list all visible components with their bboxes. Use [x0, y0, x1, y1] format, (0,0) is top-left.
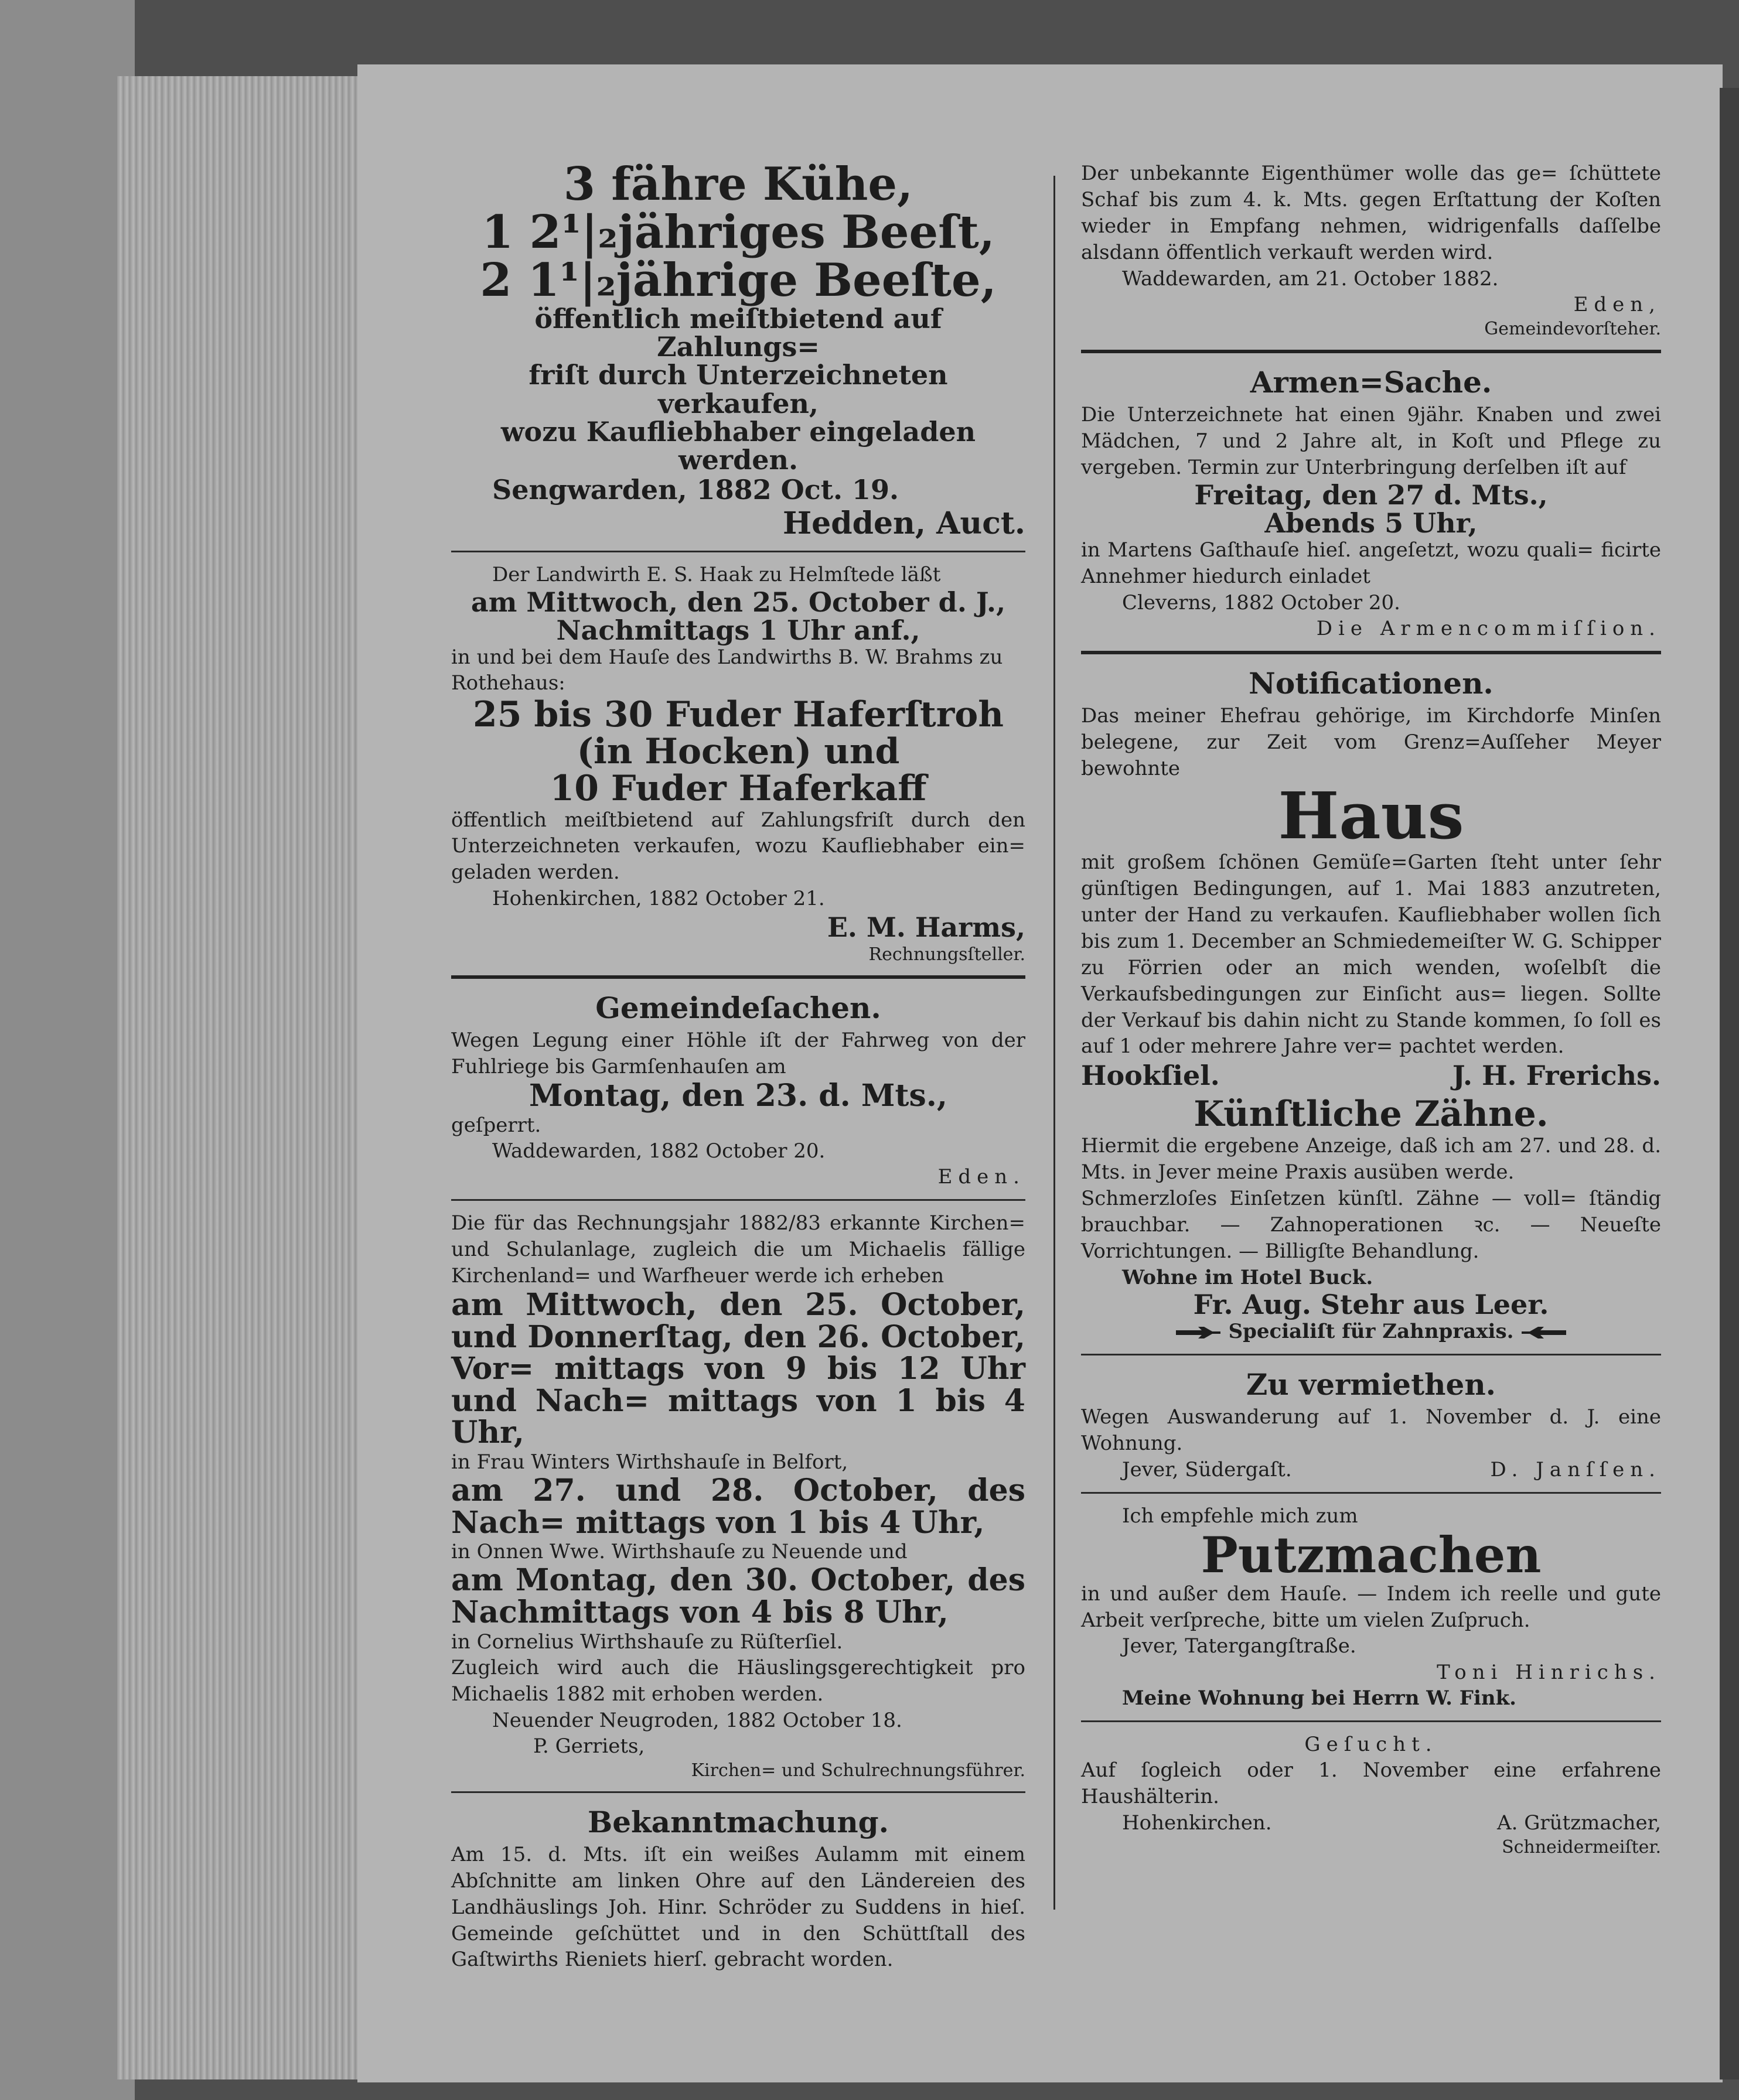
ad-poor-relief-signature: Die Armencommiſſion.	[1316, 617, 1661, 641]
left-column	[451, 158, 1025, 1975]
ad-cows-place: Sengwarden, 1882 Oct. 19.	[492, 474, 899, 506]
ad-straw-date1: am Mittwoch, den 25. October d. J.,	[470, 586, 1006, 618]
ad-church-tax-loc3: in Cornelius Wirthshauſe zu Rüſterſiel.	[451, 1630, 843, 1654]
divider	[1081, 1354, 1661, 1355]
ad-millinery-text: in und außer dem Hauſe. — Indem ich reelle und gute Arbeit verſpreche, bitte um vielen Zuſpruch.	[1081, 1582, 1661, 1632]
book-page-edges	[117, 76, 363, 2079]
ad-wanted-footer	[1081, 1810, 1661, 1836]
ad-poor-relief-place: Cleverns, 1882 October 20.	[1122, 590, 1400, 614]
ad-church-tax-date2: am 27. und 28. October, des Nach= mittags von 1 bis 4 Uhr,	[451, 1473, 1025, 1541]
ad-poor-relief-text: Die Unterzeichnete hat einen 9jähr. Knaben und zwei Mädchen, 7 und 2 Jahre alt, in Koſt und Pflege zu vergeben. Termin zur Unterbringung derſelben iſt auf	[1081, 402, 1661, 479]
ad-church-tax-date3: am Montag, den 30. October, des Nachmittags von 4 bis 8 Uhr,	[451, 1562, 1025, 1631]
ad-municipal-title: Gemeindeſachen.	[595, 991, 881, 1026]
ad-rent-title: Zu vermiethen.	[1246, 1367, 1496, 1402]
ad-teeth	[1081, 1094, 1661, 1347]
ad-sheep-signature: Eden,	[1573, 292, 1661, 316]
ad-church-tax-signature: P. Gerriets,	[533, 1734, 645, 1758]
ad-teeth-text: Hiermit die ergebene Anzeige, daß ich am 27. und 28. d. Mts. in Jever meine Praxis ausüben werde.	[1081, 1134, 1661, 1184]
ad-sheep-cont	[1081, 158, 1661, 343]
ad-sheep-text: Der unbekannte Eigenthümer wolle das ge= ſchüttete Schaf bis zum 4. k. Mts. gegen Erſtattung der Koſten wieder in Empfang nehmen, widrigenfalls daſſelbe alsdann öffentlich verkauft werden wird.	[1081, 162, 1661, 264]
ad-cows-line2: 1 2¹|₂jähriges Beeſt,	[482, 205, 995, 259]
ad-rent	[1081, 1363, 1661, 1485]
ad-wanted-role: Schneidermeiſter.	[1502, 1837, 1661, 1858]
ad-house	[1081, 661, 1661, 1094]
ad-teeth-role: Specialiſt für Zahnpraxis.	[1228, 1320, 1514, 1344]
ad-municipal-signature: Eden.	[937, 1165, 1025, 1189]
ad-house-place: Hookſiel.	[1081, 1060, 1220, 1092]
ad-millinery-big: Putzmachen	[1201, 1525, 1542, 1584]
pointing-hand-right-icon	[1175, 1324, 1222, 1341]
book-right-edge	[1720, 88, 1739, 2079]
ad-house-text2: mit großem ſchönen Gemüſe=Garten ſteht unter ſehr günſtigen Bedingungen, auf 1. Mai 1883 anzutreten, unter der Hand zu verkaufen. Kaufliebhaber wollen ſich bis zum 1. December an Schmiedemeiſter W. G. Schipper zu Förrien oder an mich wenden, woſelbſt die Verkaufsbedingungen zur Einſicht aus= liegen. Sollte der Verkauf bis dahin nicht zu Stande kommen, ſo ſoll es auf 1 oder mehrere Jahre ver= pachtet werden.	[1081, 851, 1661, 1058]
ad-straw-location: in und bei dem Hauſe des Landwirths B. W. Brahms zu Rothehaus:	[451, 646, 1003, 695]
ad-millinery	[1081, 1501, 1661, 1713]
ad-church-tax-loc2: in Onnen Wwe. Wirthshauſe zu Neuende und	[451, 1540, 908, 1564]
ad-municipal-after: geſperrt.	[451, 1113, 541, 1137]
ad-church-tax-text: Die für das Rechnungsjahr 1882/83 erkannte Kirchen= und Schulanlage, zugleich die um Michaelis fällige Kirchenland= und Warfheuer werde ich erheben	[451, 1211, 1025, 1288]
ad-rent-place: Jever, Südergaſt.	[1122, 1458, 1292, 1482]
ad-announcement-text: Am 15. d. Mts. iſt ein weißes Aulamm mit einem Abſchnitte am linken Ohre auf den Ländereien des Landhäuslings Joh. Hinr. Schröder zu Suddens in hieſ. Gemeinde geſchüttet und in den Schüttſtall des Gaſtwirths Rieniets hierſ. gebracht worden.	[451, 1842, 1025, 1972]
ad-house-text: Das meiner Ehefrau gehörige, im Kirchdorfe Minſen belegene, zur Zeit vom Grenz=Auſſeher Meyer bewohnte	[1081, 704, 1661, 780]
ad-house-footer	[1081, 1060, 1661, 1091]
column-divider	[1053, 176, 1055, 1910]
ad-cows-text1: öffentlich meiſtbietend auf Zahlungs=	[534, 302, 942, 363]
ad-teeth-text2: Schmerzloſes Einſetzen künſtl. Zähne — voll= ſtändig brauchbar. — Zahnoperationen ꝛc. — Neueſte Vorrichtungen. — Billigſte Behandlung.	[1081, 1187, 1661, 1263]
ad-millinery-intro: Ich empfehle mich zum	[1122, 1504, 1358, 1528]
ad-house-signature: J. H. Frerichs.	[1452, 1060, 1661, 1092]
ad-municipal-text: Wegen Legung einer Höhle iſt der Fahrweg von der Fuhlriege bis Garmſenhauſen am	[451, 1029, 1025, 1079]
ad-millinery-note: Meine Wohnung bei Herrn W. Fink.	[1122, 1686, 1516, 1710]
ad-straw-item1: 25 bis 30 Fuder Haferſtroh	[473, 694, 1004, 735]
ad-straw	[451, 559, 1025, 968]
ad-millinery-signature: Toni Hinrichs.	[1437, 1660, 1661, 1684]
ad-teeth-title: Künſtliche Zähne.	[1194, 1094, 1549, 1135]
ad-house-title: Notificationen.	[1249, 666, 1494, 701]
ad-cows-text3: wozu Kaufliebhaber eingeladen werden.	[500, 415, 976, 476]
divider	[451, 551, 1025, 552]
ad-poor-relief-title: Armen=Sache.	[1250, 364, 1492, 399]
ad-sheep-place: Waddewarden, am 21. October 1882.	[1122, 267, 1499, 291]
ad-announcement	[451, 1800, 1025, 1975]
ad-teeth-name: Fr. Aug. Stehr aus Leer.	[1193, 1288, 1549, 1320]
background-left	[0, 0, 135, 2100]
ad-straw-intro: Der Landwirth E. S. Haak zu Helmſtede läßt	[492, 563, 941, 587]
right-column	[1081, 158, 1661, 1861]
ad-wanted-signature: A. Grützmacher,	[1497, 1811, 1661, 1835]
ad-cows-line3: 2 1¹|₂jährige Beeſte,	[480, 253, 997, 307]
ad-straw-date2: Nachmittags 1 Uhr anf.,	[556, 614, 920, 646]
ad-poor-relief-date1: Freitag, den 27 d. Mts.,	[1194, 479, 1548, 511]
ad-house-big: Haus	[1278, 777, 1464, 853]
ad-church-tax-date1: am Mittwoch, den 25. October, und Donnerſtag, den 26. October, Vor= mittags von 9 bis 12 Uhr und Nach= mittags von 1 bis 4 Uhr,	[451, 1286, 1025, 1451]
ad-rent-text: Wegen Auswanderung auf 1. November d. J. eine Wohnung.	[1081, 1405, 1661, 1456]
ad-wanted	[1081, 1729, 1661, 1861]
ad-straw-item3: 10 Fuder Haferkaff	[550, 767, 927, 809]
ad-teeth-address: Wohne im Hotel Buck.	[1122, 1265, 1373, 1289]
ad-millinery-place: Jever, Tatergangſtraße.	[1122, 1634, 1356, 1658]
ad-teeth-role-line	[1081, 1319, 1661, 1344]
ad-straw-place: Hohenkirchen, 1882 October 21.	[492, 887, 825, 911]
ad-straw-signature: E. M. Harms,	[827, 911, 1025, 944]
divider	[451, 1199, 1025, 1201]
ad-straw-item2: (in Hocken) und	[577, 730, 900, 772]
ad-poor-relief-date2: Abends 5 Uhr,	[1264, 507, 1478, 539]
divider	[1081, 1492, 1661, 1494]
ad-poor-relief	[1081, 360, 1661, 644]
divider	[451, 975, 1025, 979]
ad-wanted-text: Auf ſogleich oder 1. November eine erfahrene Haushälterin.	[1081, 1758, 1661, 1809]
ad-municipal	[451, 986, 1025, 1192]
ad-wanted-title: Geſucht.	[1304, 1733, 1438, 1757]
ad-church-tax-loc1: in Frau Winters Wirthshauſe in Belfort,	[451, 1450, 848, 1474]
ad-rent-signature: D. Janſſen.	[1490, 1458, 1661, 1482]
ad-wanted-place: Hohenkirchen.	[1122, 1811, 1272, 1835]
divider	[1081, 651, 1661, 654]
ad-sheep-role: Gemeindevorſteher.	[1484, 318, 1661, 339]
ad-straw-text: öffentlich meiſtbietend auf Zahlungsfriſt durch den Unterzeichneten verkaufen, wozu Kaufliebhaber ein= geladen werden.	[451, 808, 1025, 885]
ad-church-tax	[451, 1208, 1025, 1784]
ad-cows	[451, 158, 1025, 544]
ad-municipal-place: Waddewarden, 1882 October 20.	[492, 1139, 826, 1163]
ad-church-tax-text2: Zugleich wird auch die Häuslingsgerechtigkeit pro Michaelis 1882 mit erhoben werden.	[451, 1655, 1025, 1706]
ad-cows-text2: friſt durch Unterzeichneten verkaufen,	[528, 359, 948, 419]
ad-rent-footer	[1081, 1457, 1661, 1483]
ad-cows-line1: 3 fähre Kühe,	[563, 158, 913, 211]
ad-municipal-date: Montag, den 23. d. Mts.,	[529, 1078, 947, 1114]
ad-poor-relief-text2: in Martens Gaſthauſe hieſ. angeſetzt, wozu quali= ficirte Annehmer hiedurch einladet	[1081, 538, 1661, 588]
ad-announcement-title: Bekanntmachung.	[587, 1804, 889, 1839]
pointing-hand-left-icon	[1520, 1324, 1567, 1341]
divider	[451, 1791, 1025, 1793]
ad-church-tax-place: Neuender Neugroden, 1882 October 18.	[492, 1708, 902, 1732]
ad-cows-signature: Hedden, Auct.	[783, 506, 1025, 542]
divider	[1081, 1720, 1661, 1722]
ad-church-tax-role: Kirchen= und Schulrechnungsführer.	[691, 1760, 1025, 1781]
divider	[1081, 350, 1661, 353]
ad-straw-role: Rechnungsſteller.	[868, 944, 1025, 965]
